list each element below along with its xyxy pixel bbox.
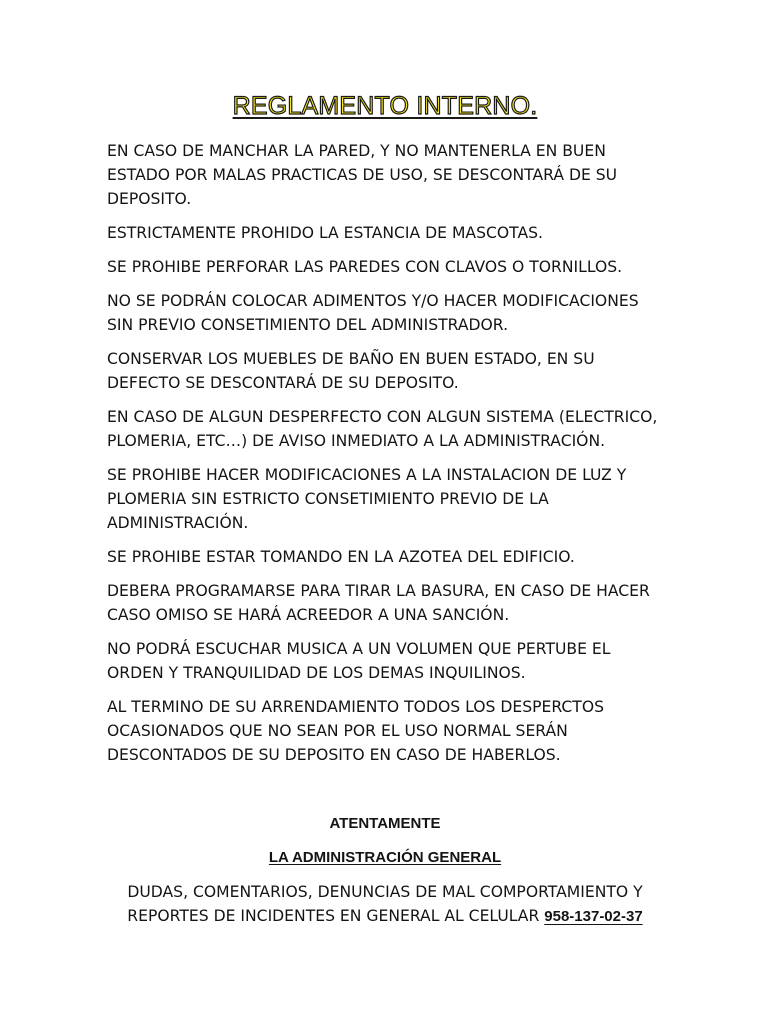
contact-text: DUDAS, COMENTARIOS, DENUNCIAS DE MAL COMPORTAMIENTO Y REPORTES DE INCIDENTES EN GENERAL AL CELULAR [127, 883, 643, 925]
rule-item: SE PROHIBE HACER MODIFICACIONES A LA INSTALACION DE LUZ Y PLOMERIA SIN ESTRICTO CONSETIMIENTO PREVIO DE LA ADMINISTRACIÓN. [107, 466, 627, 532]
document-title: REGLAMENTO INTERNO. [232, 92, 538, 120]
rule-item: NO SE PODRÁN COLOCAR ADIMENTOS Y/O HACER MODIFICACIONES SIN PREVIO CONSETIMIENTO DEL ADMINISTRADOR. [107, 292, 639, 334]
closing-signature: LA ADMINISTRACIÓN GENERAL [268, 849, 502, 866]
rule-item: NO PODRÁ ESCUCHAR MUSICA A UN VOLUMEN QUE PERTUBE EL ORDEN Y TRANQUILIDAD DE LOS DEMAS INQUILINOS. [107, 640, 611, 682]
rule-item: EN CASO DE MANCHAR LA PARED, Y NO MANTENERLA EN BUEN ESTADO POR MALAS PRACTICAS DE USO, SE DESCONTARÁ DE SU DEPOSITO. [107, 142, 618, 208]
contact-note [100, 880, 670, 929]
rule-item: ESTRICTAMENTE PROHIDO LA ESTANCIA DE MASCOTAS. [107, 224, 543, 242]
rules-list [107, 139, 667, 777]
rule-item: SE PROHIBE PERFORAR LAS PAREDES CON CLAVOS O TORNILLOS. [107, 258, 623, 276]
contact-phone: 958-137-02-37 [544, 908, 643, 925]
rule-item: DEBERA PROGRAMARSE PARA TIRAR LA BASURA, EN CASO DE HACER CASO OMISO SE HARÁ ACREEDOR A UNA SANCIÓN. [107, 582, 650, 624]
rule-item: EN CASO DE ALGUN DESPERFECTO CON ALGUN SISTEMA (ELECTRICO, PLOMERIA, ETC…) DE AVISO INMEDIATO A LA ADMINISTRACIÓN. [107, 408, 658, 450]
rule-item: AL TERMINO DE SU ARRENDAMIENTO TODOS LOS DESPERCTOS OCASIONADOS QUE NO SEAN POR EL USO NORMAL SERÁN DESCONTADOS DE SU DEPOSITO EN CASO DE HABERLOS. [107, 698, 604, 764]
closing-salutation: ATENTAMENTE [329, 815, 441, 832]
rule-item: SE PROHIBE ESTAR TOMANDO EN LA AZOTEA DEL EDIFICIO. [107, 548, 575, 566]
rule-item: CONSERVAR LOS MUEBLES DE BAÑO EN BUEN ESTADO, EN SU DEFECTO SE DESCONTARÁ DE SU DEPOSITO. [107, 350, 595, 392]
